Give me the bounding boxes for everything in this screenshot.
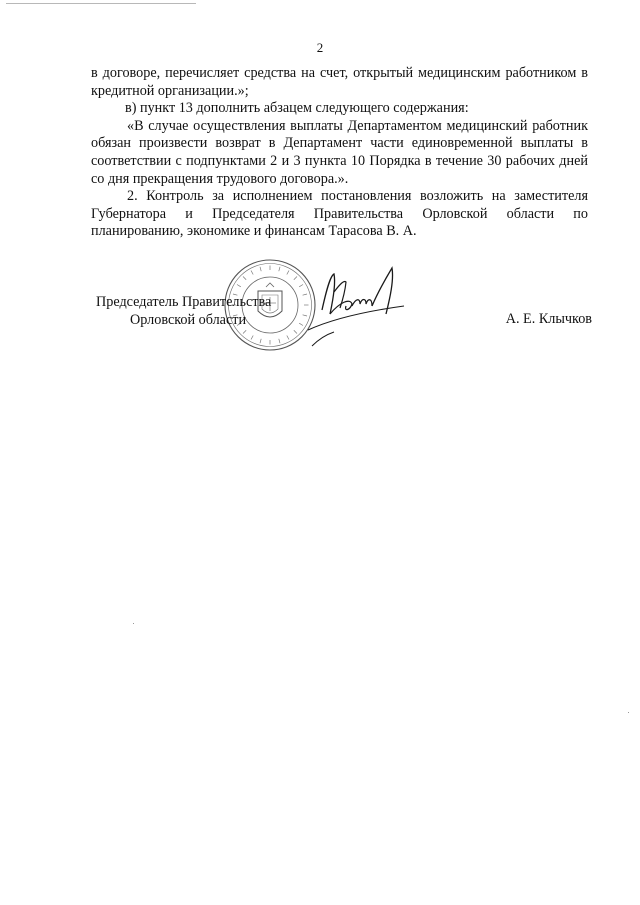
signatory-position-line1: Председатель Правительства — [96, 294, 272, 310]
document-body — [91, 65, 588, 241]
paragraph-continuation: в договоре, перечисляет средства на счет, открытый медицинским работником в кредитной организации.»; — [91, 65, 588, 99]
scan-speck — [628, 712, 629, 713]
scan-edge-mark — [6, 3, 196, 4]
paragraph-quote: «В случае осуществления выплаты Департаментом медицинский работник обязан произвести возврат в Департамент части единовременной выплаты в соответствии с подпунктами 2 и 3 пункта 10 Порядка в течение 30 рабочих дней со дня прекращения трудового договора.». — [91, 117, 588, 187]
signatory-position-line2: Орловской области — [130, 312, 247, 328]
handwritten-signature — [300, 262, 420, 352]
paragraph-item-v: в) пункт 13 дополнить абзацем следующего содержания: — [125, 100, 469, 117]
signatory-name: А. Е. Клычков — [505, 311, 592, 327]
paragraph-control: 2. Контроль за исполнением постановления возложить на заместителя Губернатора и Председателя Правительства Орловской области по планированию, экономике и финансам Тарасова В. А. — [91, 188, 588, 240]
signatory-position — [96, 293, 271, 329]
page-number: 2 — [316, 40, 324, 55]
scan-speck — [133, 623, 134, 624]
